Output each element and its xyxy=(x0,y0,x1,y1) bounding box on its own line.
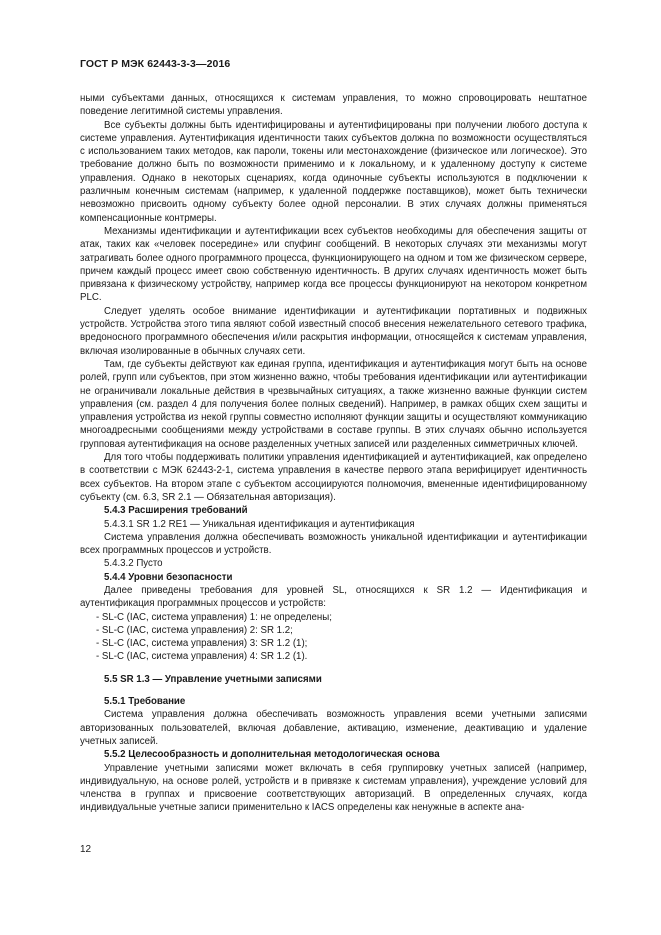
paragraph: ными субъектами данных, относящихся к системам управления, то можно спровоцировать нештатное поведение легитимной системы управления. xyxy=(80,93,587,118)
paragraph: Система управления должна обеспечивать возможность уникальной идентификации и аутентификации всех программных процессов и устройств. xyxy=(80,531,587,557)
section-heading-5-5-2: 5.5.2 Целесообразность и дополнительная методологическая основа xyxy=(104,749,440,761)
paragraph: Все субъекты должны быть идентифицированы и аутентифицированы при получении любого доступа к системе управления. Аутентификация идентичности таких субъектов должна по возможности осуществляться с использованием таких методов, как пароли, токены или местонахождение (физическое или логическое). Это требование должно быть по возможности применимо и к локальному, и к удаленному доступу к системе управления. Однако в некоторых сценариях, когда одиночные субъекты используются в подключении к различным конечным системам (например, к удаленной поддержке поставщиков), может быть технически невозможно присвоить одному субъекту более одной персоналии. В этих случаях должны применяться компенсационные контрмеры. xyxy=(80,119,587,224)
list-item: - SL-C (IAC, система управления) 3: SR 1.2 (1); xyxy=(96,638,308,650)
paragraph: Механизмы идентификации и аутентификации всех субъектов необходимы для обеспечения защиты от атак, таких как «человек посередине» или спуфинг сообщений. В некоторых случаях эти механизмы могут затрагивать более одного программного процесса, функционирующего на одном и том же физическом сервере, причем каждый процесс имеет свою собственную идентичность. В других случаях идентичность может быть привязана к физическому устройству, например когда все процессы функционируют на некотором конкретном PLC. xyxy=(80,225,587,304)
paragraph: Управление учетными записями может включать в себя группировку учетных записей (например, индивидуальную, на основе ролей, устройств и в привязке к системам управления), учреждение условий для членства в группах и присвоение соответствующих авторизаций. В определенных случаях, когда индивидуальные учетные записи применительно к IACS определены как ненужные в аспекте ана- xyxy=(80,762,587,814)
paragraph: Там, где субъекты действуют как единая группа, идентификация и аутентификация могут быть на основе ролей, групп или субъектов, при этом жизненно важно, чтобы требования идентификации или аутентификации не ограничивали локальные действия в чрезвычайных ситуациях, а также жизненно важные функции систем управления (см. раздел 4 для получения более полных сведений). Например, в рамках общих схем защиты и управления устройства из некой группы совместно исполняют функции защиты и осуществляют коммуникацию многоадресными сообщениями между устройствами в составе группы. В этих случаях обычно используется групповая аутентификация на основе разделенных учетных записей или разделенных симметричных ключей. xyxy=(80,358,587,450)
spacer xyxy=(80,686,587,695)
section-heading-5-4-4: 5.4.4 Уровни безопасности xyxy=(104,571,233,583)
paragraph: Для того чтобы поддерживать политики управления идентификацией и аутентификацией, как определено в соответствии с МЭК 62443-2-1, система управления в качестве первого этапа верифицирует идентичность всех субъектов. На втором этапе с субъектом ассоциируются полномочия, вмененные идентифицированному субъекту (см. 6.3, SR 2.1 — Обязательная авторизация). xyxy=(80,452,587,503)
spacer xyxy=(80,664,587,673)
list-item: - SL-C (IAC, система управления) 4: SR 1.2 (1). xyxy=(96,651,308,663)
document-body xyxy=(80,92,587,815)
paragraph: Далее приведены требования для уровней SL, относящихся к SR 1.2 — Идентификация и аутентификация программных процессов и устройств: xyxy=(80,584,587,610)
list-item: - SL-C (IAC, система управления) 1: не определены; xyxy=(96,611,332,623)
subsection-title: 5.4.3.2 Пусто xyxy=(104,558,163,570)
document-header: ГОСТ Р МЭК 62443-3-3—2016 xyxy=(80,58,231,70)
paragraph: Следует уделять особое внимание идентификации и аутентификации портативных и подвижных устройств. Устройства этого типа являют собой известный способ внесения нежелательного сетевого трафика, вредоносного программного обеспечения и/или раскрытия информации, относящейся к системам управления, включая изолированные в обычных случаях сети. xyxy=(80,305,587,357)
page-number: 12 xyxy=(80,844,92,855)
section-heading-5-5: 5.5 SR 1.3 — Управление учетными записями xyxy=(104,673,322,685)
section-heading-5-4-3: 5.4.3 Расширения требований xyxy=(104,505,248,517)
section-heading-5-5-1: 5.5.1 Требование xyxy=(104,696,186,708)
subsection-title: 5.4.3.1 SR 1.2 RE1 — Уникальная идентификация и аутентификация xyxy=(104,518,415,530)
list-item: - SL-C (IAC, система управления) 2: SR 1.2; xyxy=(96,624,293,636)
paragraph: Система управления должна обеспечивать возможность управления всеми учетными записями авторизованных пользователей, включая добавление, активацию, изменение, деактивацию и удаление учетных записей. xyxy=(80,709,587,747)
